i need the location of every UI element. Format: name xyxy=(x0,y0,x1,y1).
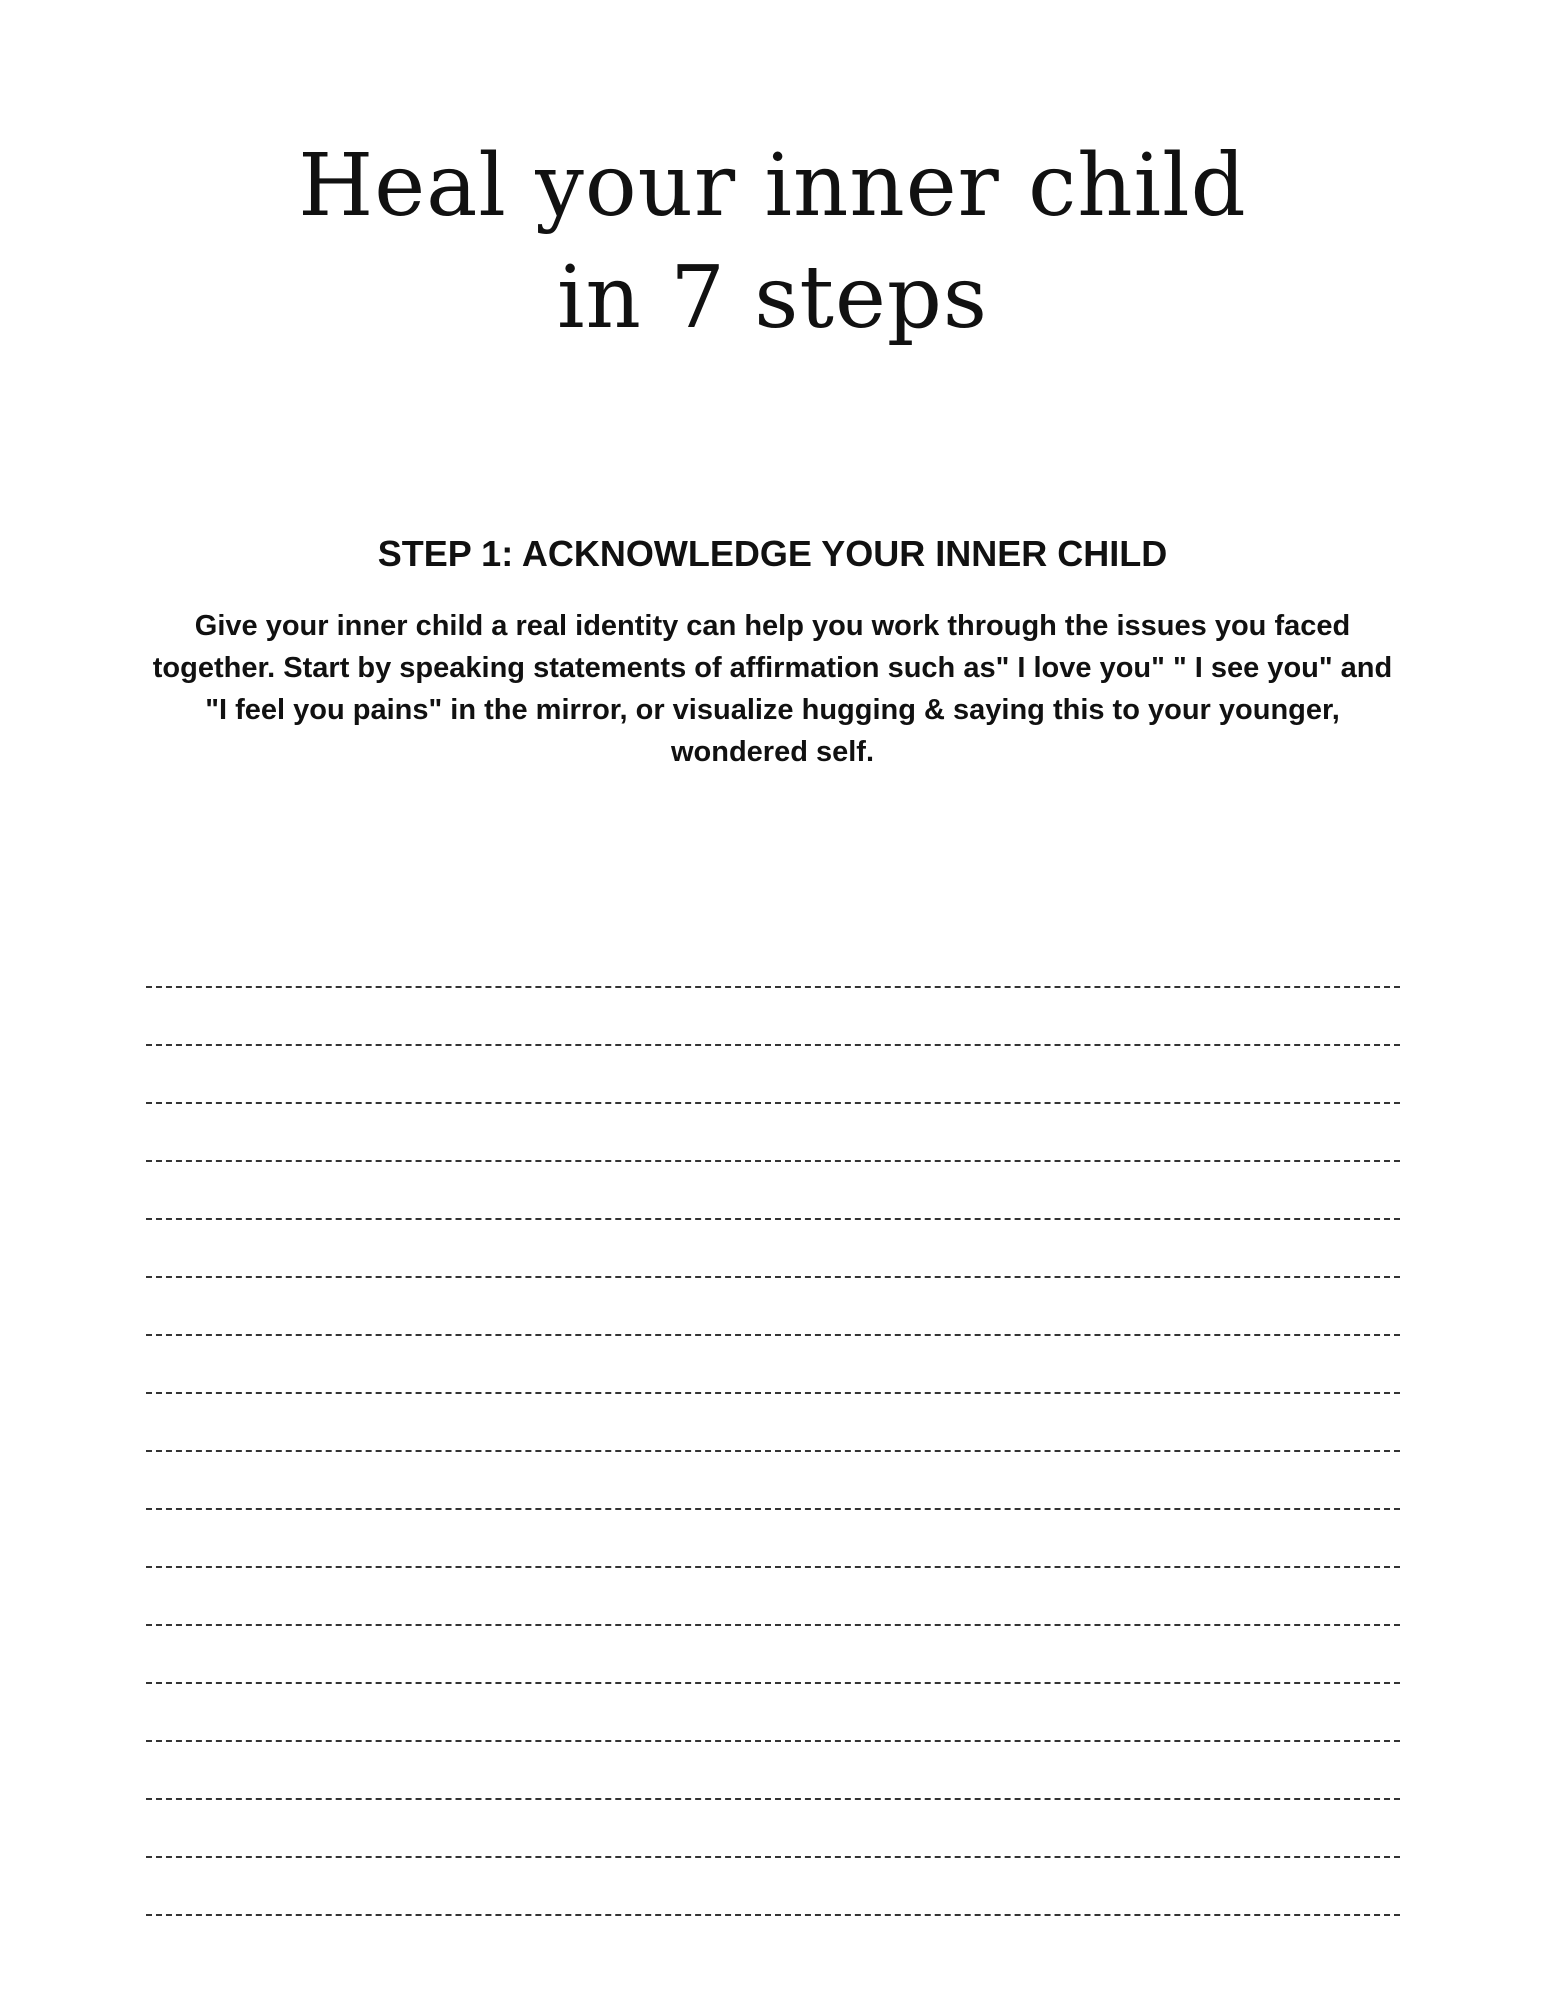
writing-line xyxy=(146,1220,1400,1278)
writing-lines xyxy=(146,930,1400,1916)
writing-line xyxy=(146,930,1400,988)
writing-line xyxy=(146,1162,1400,1220)
writing-line xyxy=(146,1046,1400,1104)
page-title xyxy=(0,130,1545,354)
writing-line xyxy=(146,1278,1400,1336)
writing-line xyxy=(146,1742,1400,1800)
step-heading: STEP 1: ACKNOWLEDGE YOUR INNER CHILD xyxy=(377,533,1168,574)
writing-line xyxy=(146,1394,1400,1452)
title-line-2: in 7 steps xyxy=(556,248,989,348)
writing-line xyxy=(146,1510,1400,1568)
writing-line xyxy=(146,1858,1400,1916)
writing-line xyxy=(146,1684,1400,1742)
writing-line xyxy=(146,988,1400,1046)
writing-line xyxy=(146,1104,1400,1162)
writing-line xyxy=(146,1800,1400,1858)
writing-line xyxy=(146,1452,1400,1510)
writing-line xyxy=(146,1568,1400,1626)
writing-line xyxy=(146,1336,1400,1394)
writing-line xyxy=(146,1626,1400,1684)
step-description: Give your inner child a real identity can help you work through the issues you faced together. Start by speaking statements of affirmation such as" I love you" " I see you" and "I feel you pains" in the mirror, or visualize hugging & saying this to your younger, wondered self. xyxy=(152,610,1393,768)
title-line-1: Heal your inner child xyxy=(298,136,1247,236)
